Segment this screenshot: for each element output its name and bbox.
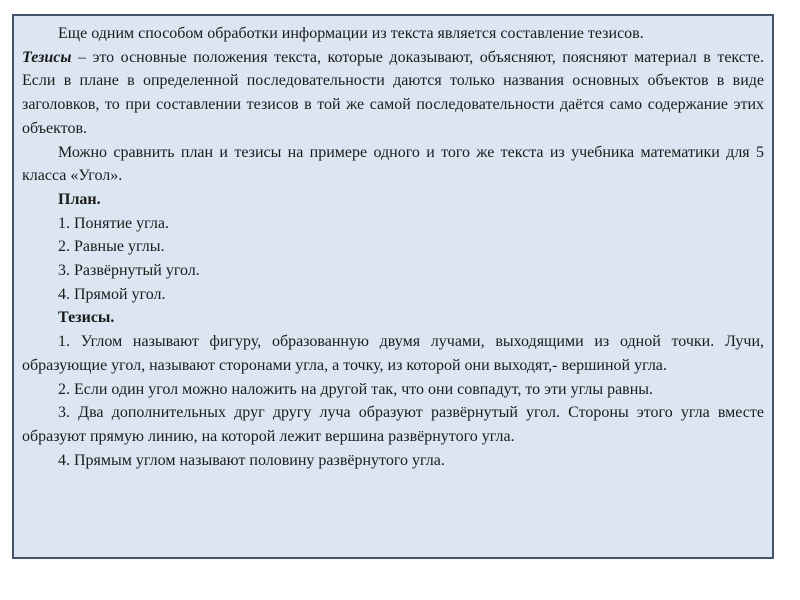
- intro-paragraph: Еще одним способом обработки информации из текста является составление тезисов.: [58, 25, 644, 42]
- theses-definition-text: – это основные положения текста, которые доказывают, объясняют, поясняют материал в тексте. Если в плане в определенной последовательности даются только названия основных объектов в виде заголовков, то при составлении тезисов в той же самой последовательности даётся само содержание этих объектов.: [22, 48, 764, 137]
- theses-definition-paragraph: [22, 46, 764, 141]
- thesis-item: 1. Углом называют фигуру, образованную двумя лучами, выходящими из одной точки. Лучи, образующие угол, называют сторонами угла, а точку, из которой они выходят,- вершиной угла.: [22, 333, 764, 374]
- plan-item: 1. Понятие угла.: [58, 214, 169, 232]
- plan-item: 4. Прямой угол.: [58, 285, 166, 303]
- plan-item: 3. Развёрнутый угол.: [58, 262, 200, 280]
- plan-item: 2. Равные углы.: [58, 238, 165, 256]
- thesis-item: 4. Прямым углом называют половину развёрнутого угла.: [58, 451, 445, 469]
- thesis-item: 3. Два дополнительных друг другу луча образуют развёрнутый угол. Стороны этого угла вместе образуют прямую линию, на которой лежит вершина развёрнутого угла.: [22, 404, 764, 445]
- comparison-paragraph: Можно сравнить план и тезисы на примере одного и того же текста из учебника математики для 5 класса «Угол».: [22, 143, 764, 185]
- theses-term: Тезисы: [22, 48, 72, 66]
- thesis-item: 2. Если один угол можно наложить на другой так, что они совпадут, то эти углы равны.: [58, 380, 654, 398]
- theses-heading: Тезисы.: [58, 309, 115, 327]
- plan-heading: План.: [58, 190, 101, 208]
- text-box: [12, 14, 774, 559]
